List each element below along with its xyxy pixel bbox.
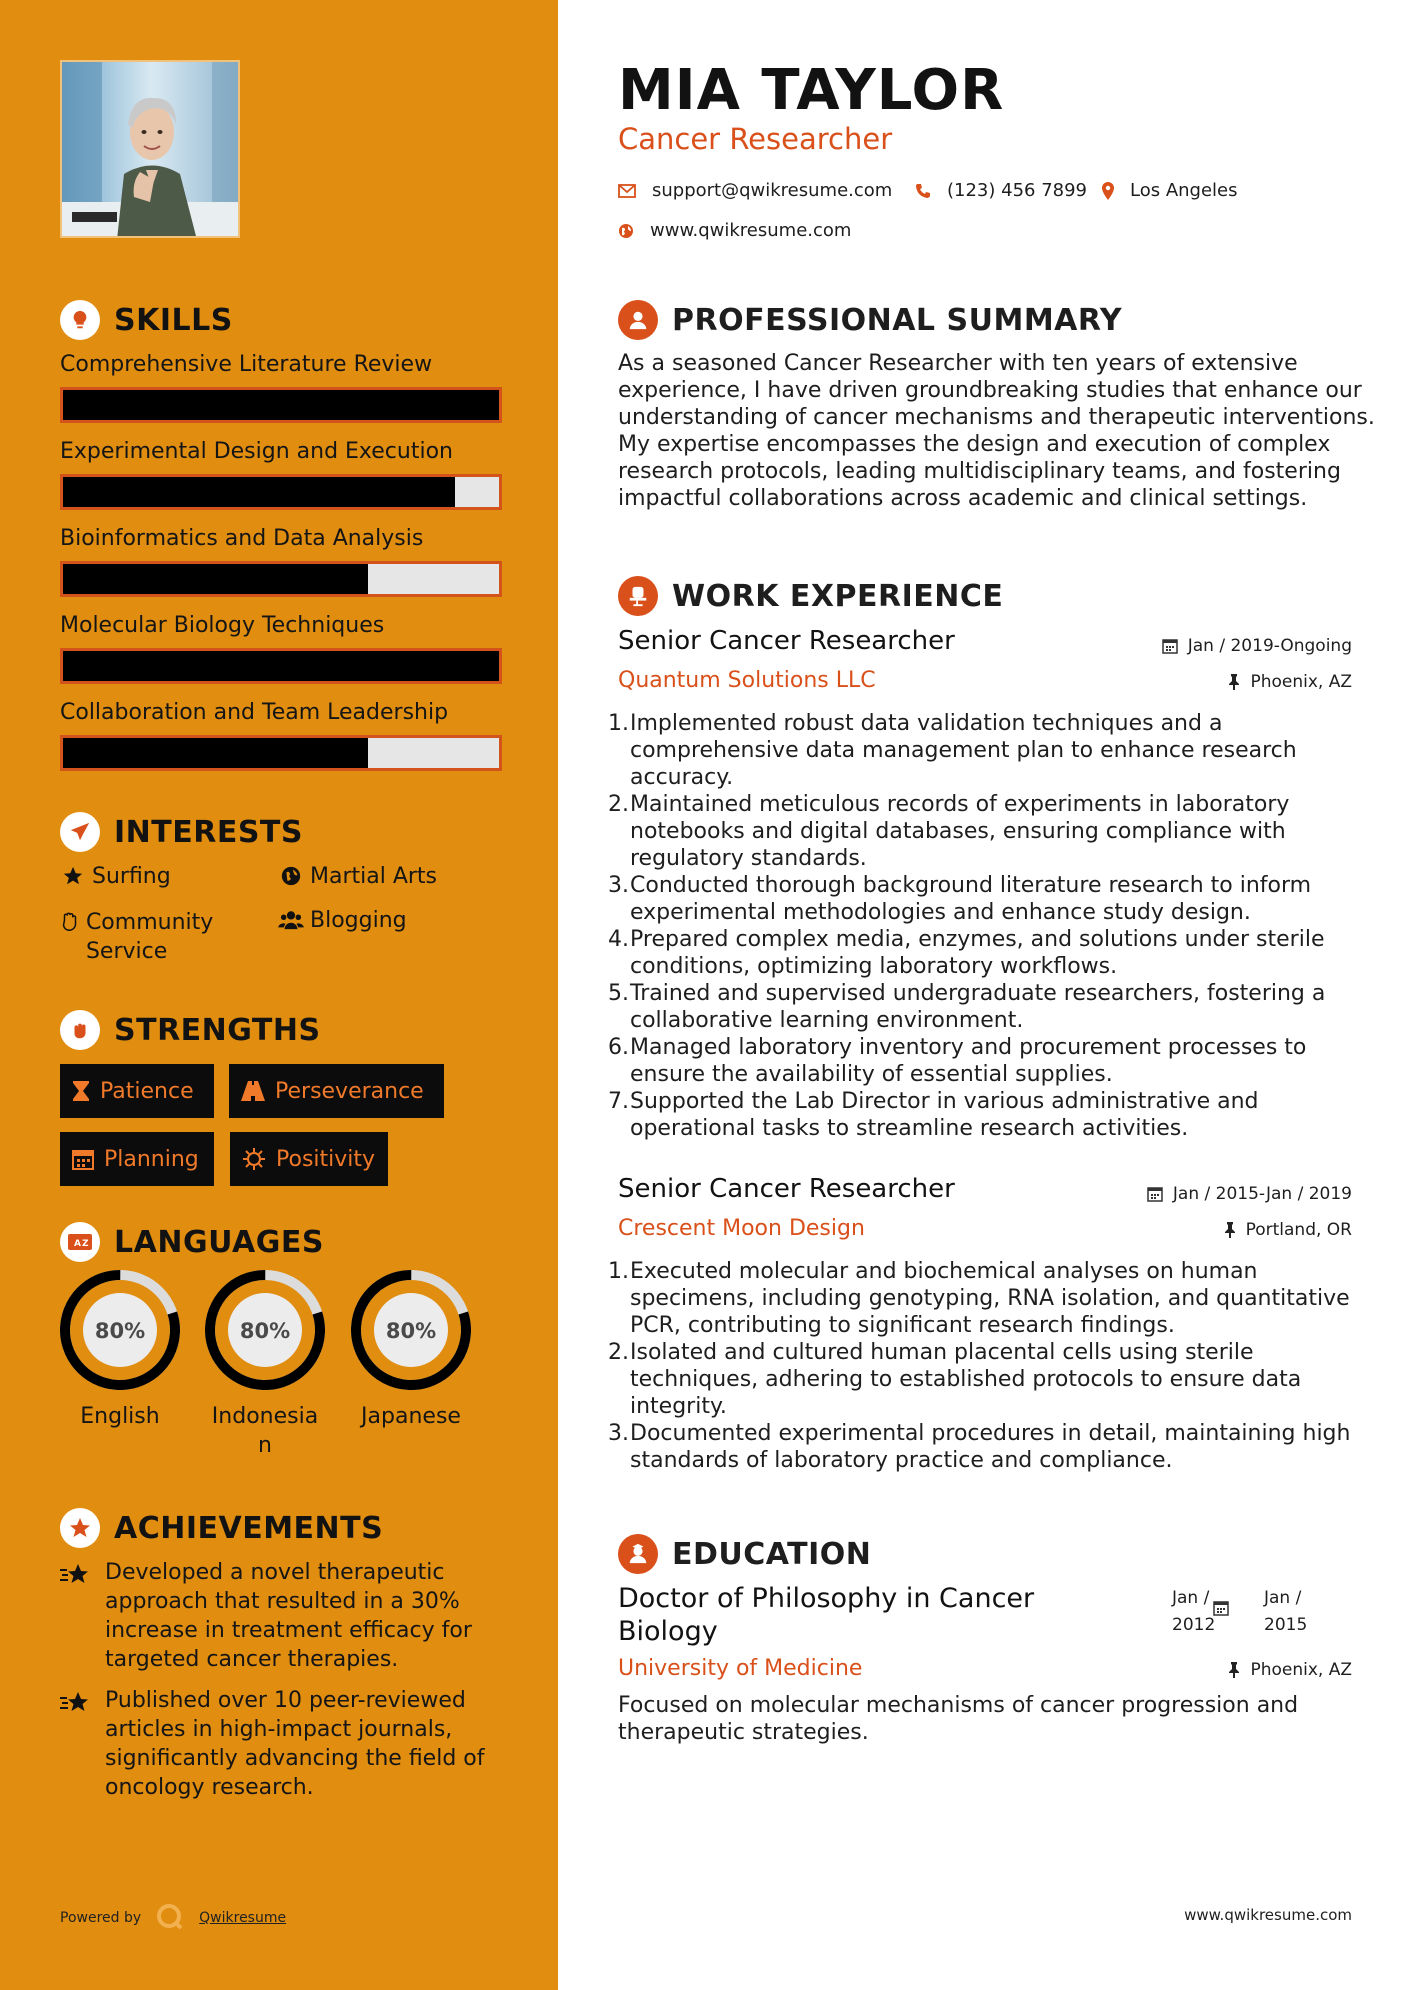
skill-item — [60, 352, 502, 423]
summary-text: As a seasoned Cancer Researcher with ten years of extensive experience, I have driven groundbreaking studies that enhance our understanding of cancer mechanisms and therapeutic interventions. My expertise encompasses the design and execution of complex research protocols, leading multidisciplinary teams, and fostering impactful collaborations across academic and clinical settings. — [618, 351, 1375, 511]
language-name: Indonesian — [211, 1404, 319, 1458]
job-bullet: 4. Prepared complex media, enzymes, and solutions under sterile conditions, optimizing laboratory workflows. — [608, 926, 1378, 980]
job-title: Senior Cancer Researcher — [618, 1174, 955, 1204]
achievement-item — [60, 1686, 505, 1802]
job-bullets — [608, 710, 1378, 1142]
skill-name: Bioinformatics and Data Analysis — [60, 526, 424, 551]
job-bullet-text: Implemented robust data validation techniques and a comprehensive data management plan to enhance research accuracy. — [630, 711, 1297, 790]
calendar-icon — [1162, 638, 1178, 654]
paper-plane-icon — [60, 812, 100, 852]
language-percent: 80% — [239, 1319, 291, 1343]
strength-label: Patience — [100, 1078, 194, 1104]
users-icon — [276, 906, 306, 931]
hand-icon — [58, 908, 82, 933]
skill-bar — [60, 561, 502, 597]
achievements-title: ACHIEVEMENTS — [114, 1510, 384, 1546]
job-bullet-text: Trained and supervised undergraduate researchers, fostering a collaborative learning environment. — [630, 981, 1326, 1033]
interest-label: Martial Arts — [310, 864, 438, 889]
road-icon — [241, 1081, 265, 1101]
interest-label: Surfing — [92, 864, 171, 889]
contact-email — [618, 180, 892, 201]
location-text: Los Angeles — [1130, 180, 1238, 201]
experience-section-header — [618, 576, 1003, 616]
edu-location — [1228, 1660, 1352, 1680]
job-company: Quantum Solutions LLC — [618, 668, 876, 693]
calendar-icon — [72, 1148, 94, 1170]
strengths-section-header — [60, 1010, 321, 1050]
calendar-icon — [1147, 1186, 1163, 1202]
skills-section-header — [60, 300, 233, 340]
job-bullet: 1. Implemented robust data validation techniques and a comprehensive data management plan to enhance research accuracy. — [608, 710, 1378, 791]
qwikresume-link[interactable]: Qwikresume — [199, 1910, 287, 1926]
job-title: Senior Cancer Researcher — [618, 626, 955, 656]
candidate-name: MIA TAYLOR — [618, 58, 1005, 123]
skill-item — [60, 526, 502, 597]
star-badge-icon — [60, 1508, 100, 1548]
language-percent: 80% — [94, 1319, 146, 1343]
profile-photo-image — [62, 62, 240, 238]
job-bullet: 5. Trained and supervised undergraduate researchers, fostering a collaborative learning environment. — [608, 980, 1378, 1034]
skill-name: Molecular Biology Techniques — [60, 613, 385, 638]
summary-section-header — [618, 300, 1122, 340]
job-location — [1224, 1220, 1352, 1240]
strengths-title: STRENGTHS — [114, 1012, 321, 1048]
language-percent: 80% — [385, 1319, 437, 1343]
skill-item — [60, 439, 502, 510]
language-donut — [58, 1268, 182, 1392]
skill-bar — [60, 474, 502, 510]
shooting-star-icon — [60, 1686, 105, 1720]
interest-item — [58, 862, 268, 891]
email-text[interactable]: support@qwikresume.com — [652, 180, 893, 201]
phone-icon — [915, 183, 931, 199]
edu-location-text: Phoenix, AZ — [1250, 1660, 1352, 1680]
skill-name: Comprehensive Literature Review — [60, 352, 433, 377]
language-icon — [60, 1222, 100, 1262]
skill-bar-fill — [63, 738, 368, 768]
phone-text: (123) 456 7899 — [947, 180, 1088, 201]
strength-label: Planning — [104, 1146, 199, 1172]
skill-bar-fill — [63, 477, 455, 507]
languages-section-header — [60, 1222, 324, 1262]
fist-icon — [60, 1010, 100, 1050]
language-name: English — [80, 1404, 160, 1429]
pushpin-icon — [1224, 1222, 1236, 1238]
job-bullet-text: Documented experimental procedures in detail, maintaining high standards of laboratory practice and compliance. — [630, 1421, 1351, 1473]
summary-title: PROFESSIONAL SUMMARY — [672, 302, 1123, 338]
contact-website — [618, 220, 851, 241]
job-location-text: Phoenix, AZ — [1250, 672, 1352, 692]
skill-name: Experimental Design and Execution — [60, 439, 453, 464]
education-description: Focused on molecular mechanisms of cancer progression and therapeutic strategies. — [618, 1693, 1299, 1745]
contact-location — [1102, 180, 1238, 201]
education-section-header — [618, 1534, 871, 1574]
job-bullet: 7. Supported the Lab Director in various administrative and operational tasks to streamline research activities. — [608, 1088, 1378, 1142]
candidate-role: Cancer Researcher — [618, 122, 893, 156]
map-pin-icon — [1102, 182, 1114, 200]
svg-text:A: A — [74, 1239, 81, 1249]
strength-badge — [60, 1132, 214, 1186]
job-bullet: 2. Isolated and cultured human placental cells using sterile techniques, adhering to established protocols to ensure data integrity. — [608, 1339, 1378, 1420]
strength-badge — [60, 1064, 214, 1118]
skill-item — [60, 700, 502, 771]
qwikresume-logo-icon — [155, 1902, 183, 1934]
sidebar — [0, 0, 558, 1990]
job-date — [1162, 636, 1352, 656]
skill-item — [60, 613, 502, 684]
briefcase-chair-icon — [618, 576, 658, 616]
skill-bar-fill — [63, 390, 499, 420]
job-bullet-text: Prepared complex media, enzymes, and solutions under sterile conditions, optimizing laboratory workflows. — [630, 927, 1325, 979]
graduate-icon — [618, 1534, 658, 1574]
main-content — [558, 0, 1407, 1990]
language-item — [346, 1268, 476, 1431]
skill-name: Collaboration and Team Leadership — [60, 700, 449, 725]
job-bullets — [608, 1258, 1378, 1474]
interest-item — [276, 906, 516, 935]
globe-icon — [276, 862, 306, 887]
job-bullet: 6. Managed laboratory inventory and procurement processes to ensure the availability of essential supplies. — [608, 1034, 1378, 1088]
job-date-text: Jan / 2015-Jan / 2019 — [1172, 1184, 1352, 1204]
job-bullet-text: Supported the Lab Director in various administrative and operational tasks to streamline research activities. — [630, 1089, 1259, 1141]
experience-title: WORK EXPERIENCE — [672, 578, 1004, 614]
strength-label: Positivity — [276, 1146, 376, 1172]
job-bullet-text: Isolated and cultured human placental cells using sterile techniques, adhering to established protocols to ensure data integrity. — [630, 1340, 1302, 1419]
job-bullet: 3. Documented experimental procedures in detail, maintaining high standards of laboratory practice and compliance. — [608, 1420, 1378, 1474]
website-text[interactable]: www.qwikresume.com — [650, 220, 852, 241]
lightbulb-icon — [60, 300, 100, 340]
achievement-item — [60, 1558, 505, 1674]
achievement-text: Developed a novel therapeutic approach that resulted in a 30% increase in treatment efficacy for targeted cancer therapies. — [105, 1560, 472, 1672]
skills-title: SKILLS — [114, 302, 233, 338]
interest-item — [58, 908, 258, 966]
language-donut — [203, 1268, 327, 1392]
envelope-icon — [618, 184, 636, 198]
job-bullet: 3. Conducted thorough background literature research to inform experimental methodologies and enhance study design. — [608, 872, 1378, 926]
skill-bar — [60, 387, 502, 423]
job-date-text: Jan / 2019-Ongoing — [1187, 636, 1352, 656]
user-icon — [618, 300, 658, 340]
contact-phone — [915, 180, 1087, 201]
job-company: Crescent Moon Design — [618, 1216, 865, 1241]
job-bullet-text: Maintained meticulous records of experiments in laboratory notebooks and digital databases, ensuring compliance with regulatory standards. — [630, 792, 1290, 871]
powered-by — [60, 1902, 286, 1934]
achievements-section-header — [60, 1508, 383, 1548]
sun-icon — [242, 1147, 266, 1171]
job-bullet-text: Executed molecular and biochemical analyses on human specimens, including genotyping, RNA isolation, and quantitative PCR, contributing to significant research findings. — [630, 1259, 1350, 1338]
job-bullet: 1. Executed molecular and biochemical analyses on human specimens, including genotyping, RNA isolation, and quantitative PCR, contributing to significant research findings. — [608, 1258, 1378, 1339]
svg-text:Z: Z — [82, 1239, 89, 1249]
footer-url[interactable]: www.qwikresume.com — [1184, 1906, 1352, 1924]
job-date — [1147, 1184, 1352, 1204]
interest-label: Community Service — [85, 910, 214, 964]
interest-label: Blogging — [310, 908, 407, 933]
hourglass-icon — [72, 1080, 90, 1102]
degree-title: Doctor of Philosophy in Cancer Biology — [618, 1583, 1035, 1647]
language-donut — [349, 1268, 473, 1392]
globe-icon — [618, 223, 634, 239]
interests-section-header — [60, 812, 303, 852]
skill-bar — [60, 648, 502, 684]
language-item — [55, 1268, 185, 1431]
pushpin-icon — [1228, 674, 1240, 690]
languages-title: LANGUAGES — [114, 1224, 324, 1260]
language-name: Japanese — [361, 1404, 461, 1429]
edu-date-end: Jan / 2015 — [1264, 1588, 1308, 1635]
strength-badge — [229, 1064, 444, 1118]
achievement-text: Published over 10 peer-reviewed articles in high-impact journals, significantly advancing the field of oncology research. — [105, 1688, 485, 1800]
shooting-star-icon — [60, 1558, 105, 1592]
skill-bar — [60, 735, 502, 771]
job-location — [1228, 672, 1352, 692]
profile-photo — [60, 60, 240, 238]
pushpin-icon — [1228, 1662, 1240, 1678]
star-icon — [58, 862, 88, 887]
job-bullet-text: Conducted thorough background literature research to inform experimental methodologies and enhance study design. — [630, 873, 1312, 925]
job-bullet-text: Managed laboratory inventory and procurement processes to ensure the availability of essential supplies. — [630, 1035, 1307, 1087]
language-item — [200, 1268, 330, 1460]
interest-item — [276, 862, 516, 891]
strength-label: Perseverance — [275, 1078, 424, 1104]
powered-by-label: Powered by — [60, 1910, 142, 1926]
interests-title: INTERESTS — [114, 814, 303, 850]
strength-badge — [230, 1132, 388, 1186]
job-bullet: 2. Maintained meticulous records of experiments in laboratory notebooks and digital databases, ensuring compliance with regulatory standards. — [608, 791, 1378, 872]
skill-bar-fill — [63, 564, 368, 594]
job-location-text: Portland, OR — [1245, 1220, 1352, 1240]
school-name: University of Medicine — [618, 1656, 863, 1681]
skill-bar-fill — [63, 651, 499, 681]
education-title: EDUCATION — [672, 1536, 872, 1572]
edu-date-start: Jan / 2012 — [1172, 1588, 1216, 1635]
